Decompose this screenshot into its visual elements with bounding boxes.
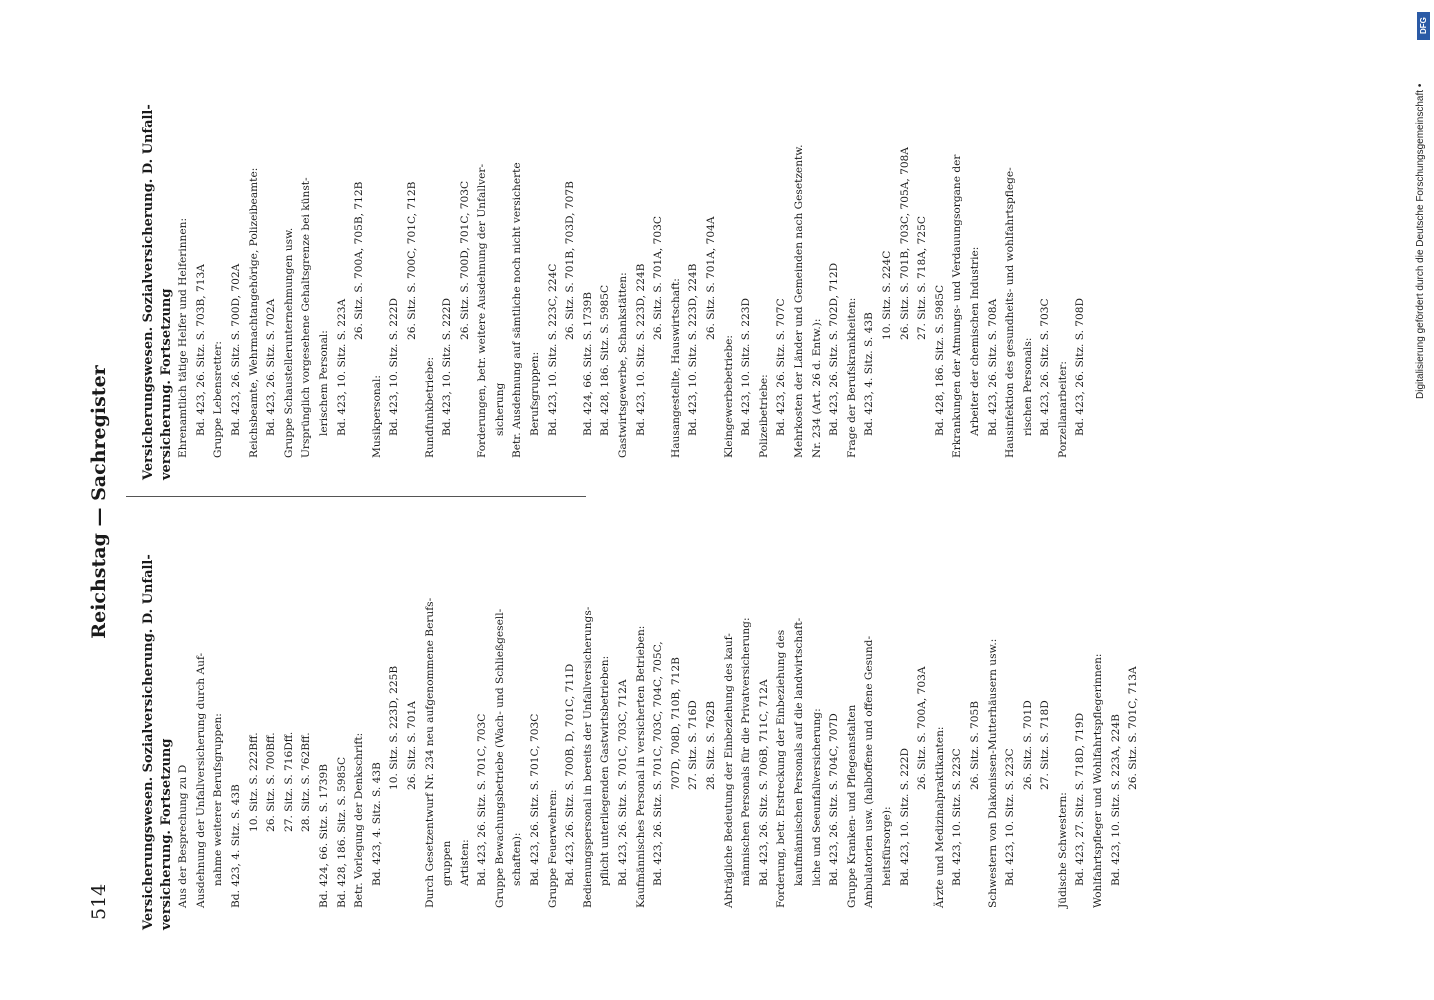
index-line: Bd. 428, 186. Sitz. S. 5985C <box>335 756 348 908</box>
index-line: Frage der Berufskrankheiten: <box>845 297 858 458</box>
index-line: 26. Sitz. S. 700A, 703A <box>916 666 929 790</box>
index-line: Ärzte und Medizinalpraktikanten: <box>933 726 946 908</box>
index-line: kaufmännischen Personals auf die landwirtschaft- <box>792 617 805 886</box>
index-line: Berufsgruppen: <box>529 351 542 436</box>
index-line: Gruppe Schaustellerunternehmungen usw. <box>282 227 295 458</box>
left-column <box>140 500 1143 930</box>
index-line: Ursprünglich vorgesehene Gehaltsgrenze bei künst- <box>300 177 313 458</box>
index-line: Bd. 423, 26. Sitz. S. 703C <box>1039 298 1052 436</box>
index-line: Rundfunkbetriebe: <box>423 356 436 458</box>
index-line: 27. Sitz. S. 716D <box>687 700 700 790</box>
index-line: Gruppe Feuerwehren: <box>546 789 559 908</box>
index-line: Bd. 423, 26. Sitz. S. 701C, 703C, 704C, 705C, <box>652 641 665 886</box>
index-line: Aus der Besprechung zu D <box>177 764 190 908</box>
index-line: Reichsbeamte, Wehrmachtangehörige, Polizeibeamte: <box>247 167 260 458</box>
index-line: Erkrankungen der Atmungs- und Verdauungsorgane der <box>951 154 964 458</box>
index-line: Bd. 428, 186. Sitz. S. 5985C <box>933 284 946 436</box>
index-line: Durch Gesetzentwurf Nr. 234 neu aufgenommene Berufs- <box>423 597 436 908</box>
page-header <box>88 44 118 960</box>
index-line: Bd. 423, 10. Sitz. S. 222D <box>898 747 911 886</box>
index-line: 26. Sitz. S. 701A, 704A <box>705 216 717 340</box>
index-line: 26. Sitz. S. 701A <box>405 701 418 790</box>
index-line: lerischem Personal: <box>317 330 330 436</box>
index-line: Bd. 423, 4. Sitz. S. 43B <box>370 762 383 886</box>
index-line: 26. Sitz. S. 700Bff. <box>265 732 278 832</box>
index-line: 26. Sitz. S. 705B <box>968 700 981 790</box>
index-line: 26. Sitz. S. 700D, 701C, 703C <box>458 180 471 340</box>
index-line: Versicherungswesen. Sozialversicherung. D. Unfall- <box>141 554 156 930</box>
index-line: Hausinfektion des gesundheits- und wohlfahrtspflege- <box>1004 167 1017 458</box>
index-line: Forderung, betr. Erstreckung der Einbeziehung des <box>775 629 788 908</box>
index-line: 26. Sitz. S. 701B, 703D, 707B <box>564 181 577 340</box>
index-line: pflicht unterliegenden Gastwirtsbetrieben: <box>599 655 612 886</box>
index-line: Bd. 423, 26. Sitz. S. 707C <box>775 298 788 436</box>
index-line: heitsfürsorge): <box>880 806 893 886</box>
running-title: Reichstag — Sachregister <box>88 365 110 639</box>
index-line: Mehrkosten der Länder und Gemeinden nach Gesetzentw. <box>792 144 805 458</box>
index-line: Arbeiter der chemischen Industrie: <box>968 246 981 436</box>
index-line: 26. Sitz. S. 701C, 713A <box>1127 666 1140 790</box>
index-line: Bd. 423, 10. Sitz. S. 223A, 224B <box>1109 714 1122 886</box>
index-line: Betr. Vorlegung der Denkschrift: <box>353 732 366 908</box>
index-line: Bd. 424, 66. Sitz. S. 1739B <box>581 291 594 436</box>
index-line: 10. Sitz. S. 223D, 225B <box>388 665 401 790</box>
digitization-strip <box>1412 8 1434 992</box>
index-line: Gastwirtsgewerbe, Schankstätten: <box>617 272 630 458</box>
index-columns <box>140 44 1240 960</box>
index-line: Bedienungspersonal in bereits der Unfallversicherungs- <box>581 606 594 908</box>
index-line: Bd. 428, 186. Sitz. S. 5985C <box>599 284 612 436</box>
index-line: 26. Sitz. S. 701A, 703C <box>652 216 665 340</box>
index-line: Bd. 423, 10. Sitz. S. 223A <box>335 298 348 436</box>
index-line: 10. Sitz. S. 224C <box>880 250 893 340</box>
index-line: Gruppe Bewachungsbetriebe (Wach- und Schließgesell- <box>493 608 506 908</box>
index-line: Nr. 234 (Art. 26 d. Entw.): <box>810 318 823 458</box>
page-number: 514 <box>88 883 110 920</box>
index-line: Gruppe Lebensretter: <box>212 341 225 458</box>
index-line: 27. Sitz. S. 716Dff. <box>282 731 295 832</box>
index-line: 28. Sitz. S. 762B <box>705 700 717 790</box>
index-line: 26. Sitz. S. 700C, 701C, 712B <box>405 181 418 340</box>
index-line: rischen Personals: <box>1021 337 1034 436</box>
index-line: Ambulatorien usw. (halboffene und offene Gesund- <box>863 635 876 908</box>
index-line: Bd. 423, 26. Sitz. S. 704C, 707D <box>828 713 841 886</box>
index-line: Abträgliche Bedeutung der Einbeziehung des kauf- <box>722 633 735 908</box>
index-line: versicherung. Fortsetzung <box>158 288 174 480</box>
index-line: schaften): <box>511 832 524 886</box>
index-line: Schwestern von Diakonissen-Mutterhäusern usw.: <box>986 638 999 908</box>
right-column <box>140 50 1090 480</box>
index-line: Gruppe Kranken- und Pflegeanstalten <box>845 704 858 908</box>
index-line: 27. Sitz. S. 718A, 725C <box>916 216 929 340</box>
index-line: versicherung. Fortsetzung <box>158 738 174 930</box>
index-line: Bd. 423, 26. Sitz. S. 700D, 702A <box>229 263 242 436</box>
index-line: gruppen <box>441 840 454 886</box>
index-line: 707D, 708D, 710B, 712B <box>669 657 682 790</box>
index-line: sicherung <box>493 382 506 436</box>
index-line: Bd. 423, 26. Sitz. S. 701C, 703C, 712A <box>617 679 630 886</box>
index-line: Ausdehnung der Unfallversicherung durch Auf- <box>194 652 207 908</box>
index-line: 26. Sitz. S. 701D <box>1021 700 1034 790</box>
index-line: Bd. 423, 10. Sitz. S. 223C <box>1004 748 1017 886</box>
index-line: Kleingewerbebetriebe: <box>722 335 735 458</box>
index-line: Bd. 423, 26. Sitz. S. 701C, 703C <box>476 713 489 886</box>
index-line: Bd. 423, 26. Sitz. S. 708D <box>1074 297 1087 436</box>
index-line: Musikpersonal: <box>370 375 383 458</box>
index-line: Hausangestellte, Hauswirtschaft: <box>669 278 682 458</box>
index-line: Wohlfahrtspfleger und Wohlfahrtspflegerinnen: <box>1092 653 1105 908</box>
column-divider <box>126 496 586 497</box>
index-line: liche und Seeunfallversicherung: <box>810 708 823 886</box>
index-line: Kaufmännisches Personal in versicherten Betrieben: <box>634 625 647 908</box>
index-line: Bd. 423, 26. Sitz. S. 703B, 713A <box>194 264 207 436</box>
index-line: Bd. 423, 10. Sitz. S. 223D, 224B <box>634 263 647 436</box>
index-line: männischen Personals für die Privatversicherung: <box>740 617 753 886</box>
index-line: Bd. 423, 26. Sitz. S. 701C, 703C <box>529 713 542 886</box>
index-line: Bd. 423, 10. Sitz. S. 223C, 224C <box>546 263 559 436</box>
index-line: Bd. 423, 10. Sitz. S. 223C <box>951 748 964 886</box>
index-line: Bd. 423, 26. Sitz. S. 702A <box>265 298 278 436</box>
page-content <box>40 44 1275 960</box>
index-line: 27. Sitz. S. 718D <box>1039 700 1052 790</box>
index-line: Versicherungswesen. Sozialversicherung. D. Unfall- <box>141 104 156 480</box>
index-line: Bd. 423, 26. Sitz. S. 700B, D, 701C, 711D <box>564 663 577 886</box>
index-line: Jüdische Schwestern: <box>1056 792 1069 908</box>
index-line: Polizeibetriebe: <box>757 374 770 458</box>
dfg-logo: DFG <box>1417 12 1430 40</box>
index-line: Porzellanarbeiter: <box>1056 361 1069 458</box>
index-line: Bd. 423, 10. Sitz. S. 223D, 224B <box>687 263 700 436</box>
index-line: Bd. 423, 10. Sitz. S. 223D <box>740 297 753 436</box>
index-line: Forderungen, betr. weitere Ausdehnung der Unfallver- <box>476 163 489 458</box>
index-line: Bd. 423, 26. Sitz. S. 708A <box>986 298 999 436</box>
digitization-credit: Digitalisierung gefördert durch die Deutsche Forschungsgemeinschaft • <box>1415 83 1426 399</box>
index-line: 28. Sitz. S. 762Bff. <box>300 732 313 832</box>
index-line: Bd. 424, 66. Sitz. S. 1739B <box>317 763 330 908</box>
index-line: Bd. 423, 26. Sitz. S. 706B, 711C, 712A <box>757 679 770 886</box>
index-line: 10. Sitz. S. 222Bff. <box>247 732 260 832</box>
index-line: Bd. 423, 4. Sitz. S. 43B <box>863 312 876 436</box>
index-line: Bd. 423, 10. Sitz. S. 222D <box>388 297 401 436</box>
index-line: Bd. 423, 26. Sitz. S. 702D, 712D <box>828 262 841 436</box>
index-line: nahme weiterer Berufsgruppen: <box>212 713 225 886</box>
index-line: Bd. 423, 4. Sitz. S. 43B <box>229 784 242 908</box>
index-line: 26. Sitz. S. 700A, 705B, 712B <box>353 181 366 340</box>
index-line: Betr. Ausdehnung auf sämtliche noch nicht versicherte <box>511 162 524 458</box>
index-line: 26. Sitz. S. 701B, 703C, 705A, 708A <box>898 147 911 340</box>
index-line: Bd. 423, 10. Sitz. S. 222D <box>441 297 454 436</box>
index-line: Ehrenamtlich tätige Helfer und Helferinnen: <box>177 217 190 458</box>
index-line: Bd. 423, 27. Sitz. S. 718D, 719D <box>1074 712 1087 886</box>
index-line: Artisten: <box>458 839 471 886</box>
